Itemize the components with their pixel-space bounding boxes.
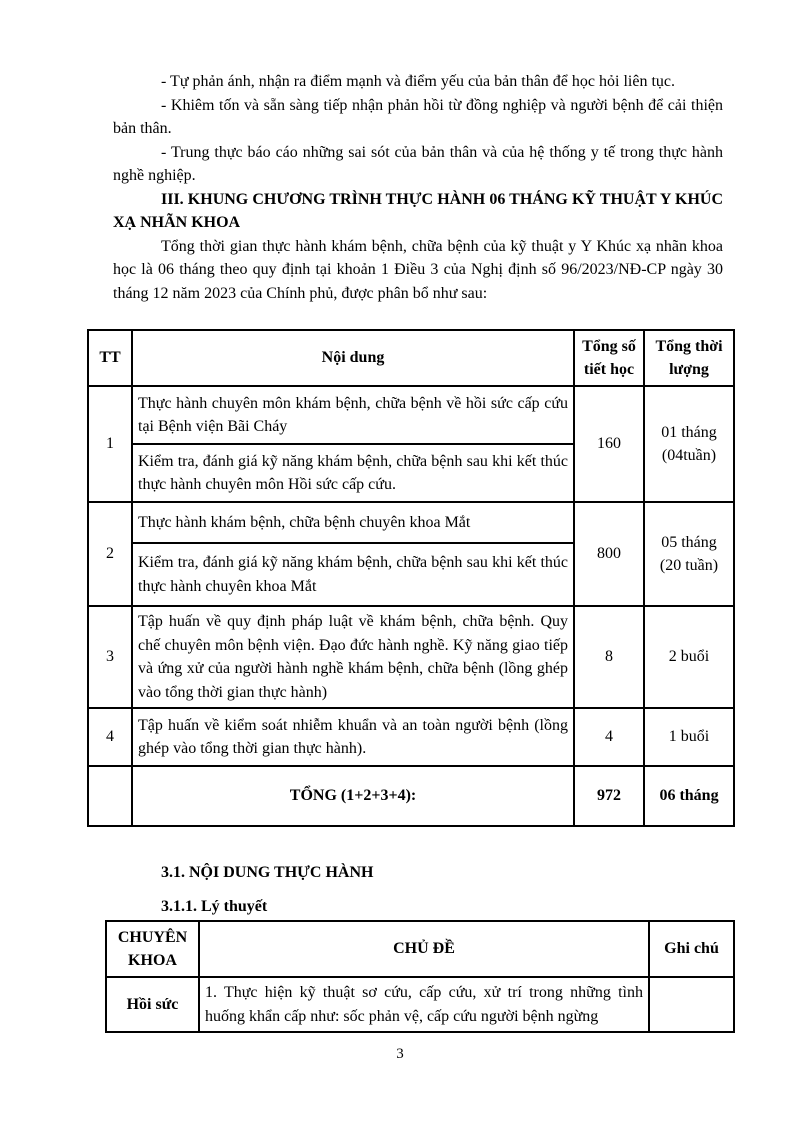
bullet-item: - Trung thực báo cáo những sai sót của bản thân và của hệ thống y tế trong thực hành nghề nghiệp. [113, 143, 723, 184]
col-header-tong-so-tiet-hoc: Tổng số tiết học [574, 330, 644, 386]
table-row [88, 708, 734, 766]
table-total-row [88, 766, 734, 826]
row4-thoi-luong: 1 buổi [644, 708, 734, 766]
table-header-row [88, 330, 734, 386]
row4-content: Tập huấn về kiểm soát nhiễm khuẩn và an toàn người bệnh (lồng ghép vào tổng thời gian thực hành). [132, 708, 574, 766]
total-label: TỔNG (1+2+3+4): [132, 766, 574, 826]
row3-index: 3 [88, 606, 132, 708]
col-header-noi-dung: Nội dung [132, 330, 574, 386]
table-row [88, 606, 734, 708]
row2-thoi-luong: 05 tháng (20 tuần) [644, 502, 734, 606]
program-table [87, 329, 735, 827]
col-header-chuyen-khoa: CHUYÊN KHOA [106, 921, 199, 977]
row1-thoi-luong: 01 tháng (04tuần) [644, 386, 734, 502]
table-row [106, 977, 734, 1032]
row4-tiet-hoc: 4 [574, 708, 644, 766]
total-tiet-hoc: 972 [574, 766, 644, 826]
theory-table [105, 920, 735, 1033]
row2-item-a: Thực hành khám bệnh, chữa bệnh chuyên khoa Mắt [132, 502, 574, 543]
table-header-row [106, 921, 734, 977]
theory-row1-chuyen-khoa: Hồi sức [106, 977, 199, 1032]
row1-item-a: Thực hành chuyên môn khám bệnh, chữa bệnh về hồi sức cấp cứu tại Bệnh viện Bãi Cháy [132, 386, 574, 444]
total-thoi-luong: 06 tháng [644, 766, 734, 826]
col-header-ghi-chu: Ghi chú [649, 921, 734, 977]
row2-index: 2 [88, 502, 132, 606]
section-heading-3-1: 3.1. NỘI DUNG THỰC HÀNH [161, 864, 374, 881]
row4-index: 4 [88, 708, 132, 766]
row2-item-b: Kiểm tra, đánh giá kỹ năng khám bệnh, chữa bệnh sau khi kết thúc thực hành chuyên khoa Mắt [132, 543, 574, 606]
total-index-empty [88, 766, 132, 826]
col-header-chu-de: CHỦ ĐỀ [199, 921, 649, 977]
section-heading-iii: III. KHUNG CHƯƠNG TRÌNH THỰC HÀNH 06 THÁNG KỸ THUẬT Y KHÚC XẠ NHÃN KHOA [113, 190, 723, 231]
bullet-item: - Tự phản ánh, nhận ra điểm mạnh và điểm yếu của bản thân để học hỏi liên tục. [161, 73, 675, 90]
row3-content: Tập huấn về quy định pháp luật về khám bệnh, chữa bệnh. Quy chế chuyên môn bệnh viện. Đạo đức hành nghề. Kỹ năng giao tiếp và ứng xử của người hành nghề khám bệnh, chữa bệnh (lồng ghép vào tổng thời gian thực hành) [132, 606, 574, 708]
row1-index: 1 [88, 386, 132, 502]
intro-paragraph: Tổng thời gian thực hành khám bệnh, chữa bệnh của kỹ thuật y Y Khúc xạ nhãn khoa học là 06 tháng theo quy định tại khoản 1 Điều 3 của Nghị định số 96/2023/NĐ-CP ngày 30 tháng 12 năm 2023 của Chính phủ, được phân bổ như sau: [113, 237, 723, 302]
theory-row1-chu-de: 1. Thực hiện kỹ thuật sơ cứu, cấp cứu, xử trí trong những tình huống khẩn cấp như: sốc phản vệ, cấp cứu người bệnh ngừng [199, 977, 649, 1032]
row1-tiet-hoc: 160 [574, 386, 644, 502]
theory-row1-ghi-chu [649, 977, 734, 1032]
col-header-tong-thoi-luong: Tổng thời lượng [644, 330, 734, 386]
row3-thoi-luong: 2 buổi [644, 606, 734, 708]
row3-tiet-hoc: 8 [574, 606, 644, 708]
table-row [88, 386, 734, 444]
section-heading-3-1-1: 3.1.1. Lý thuyết [161, 897, 268, 915]
col-header-tt: TT [88, 330, 132, 386]
row2-tiet-hoc: 800 [574, 502, 644, 606]
row1-item-b: Kiểm tra, đánh giá kỹ năng khám bệnh, chữa bệnh sau khi kết thúc thực hành chuyên môn Hồi sức cấp cứu. [132, 444, 574, 502]
page-number: 3 [396, 1046, 404, 1062]
table-row [88, 502, 734, 543]
bullet-item: - Khiêm tốn và sẵn sàng tiếp nhận phản hồi từ đồng nghiệp và người bệnh để cải thiện bản thân. [113, 96, 723, 137]
